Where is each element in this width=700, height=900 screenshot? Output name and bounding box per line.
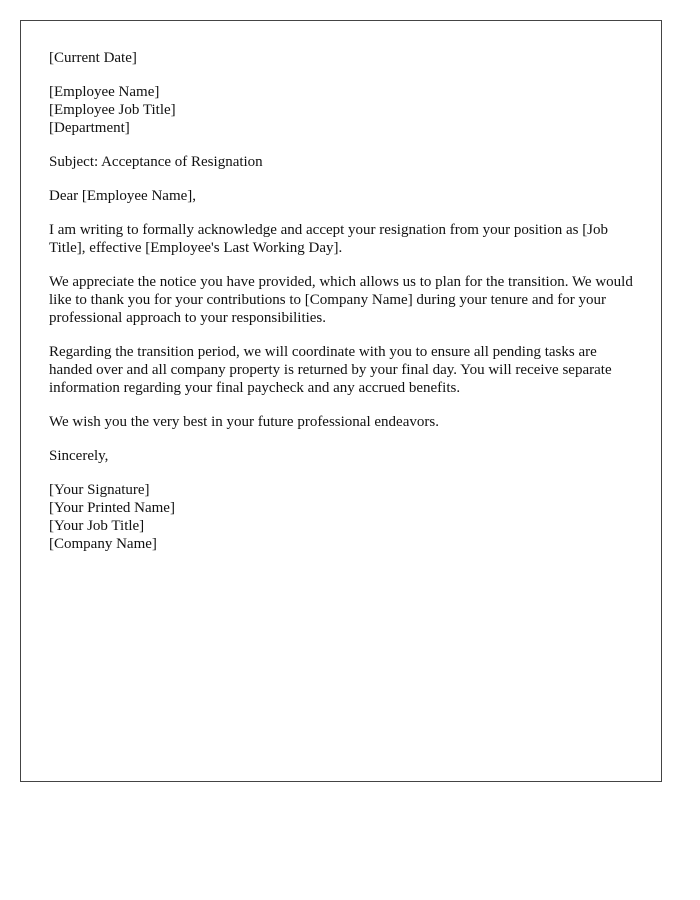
body-paragraph: I am writing to formally acknowledge and accept your resignation from your position as [Job Title], effective [Employee's Last Working Day].	[49, 222, 609, 256]
sender-block	[49, 481, 633, 553]
body-paragraph: We appreciate the notice you have provided, which allows us to plan for the transition. We would like to thank you for your contributions to [Company Name] during your tenure and for your professional approach to your responsibilities.	[49, 274, 633, 326]
sender-signature: [Your Signature]	[49, 482, 150, 498]
recipient-job-title: [Employee Job Title]	[49, 102, 176, 118]
recipient-name: [Employee Name]	[49, 84, 160, 100]
letter-closing: Sincerely,	[49, 448, 109, 464]
recipient-department: [Department]	[49, 120, 130, 136]
sender-company: [Company Name]	[49, 536, 157, 552]
letter-date: [Current Date]	[49, 50, 137, 66]
recipient-block	[49, 83, 633, 137]
body-paragraph: We wish you the very best in your future professional endeavors.	[49, 414, 439, 430]
letter-salutation: Dear [Employee Name],	[49, 188, 197, 204]
letter-subject: Subject: Acceptance of Resignation	[49, 154, 263, 170]
sender-job-title: [Your Job Title]	[49, 518, 145, 534]
sender-printed-name: [Your Printed Name]	[49, 500, 175, 516]
letter	[20, 20, 662, 782]
body-paragraph: Regarding the transition period, we will coordinate with you to ensure all pending tasks are handed over and all company property is returned by your final day. You will receive separate information regarding your final paycheck and any accrued benefits.	[49, 344, 612, 396]
